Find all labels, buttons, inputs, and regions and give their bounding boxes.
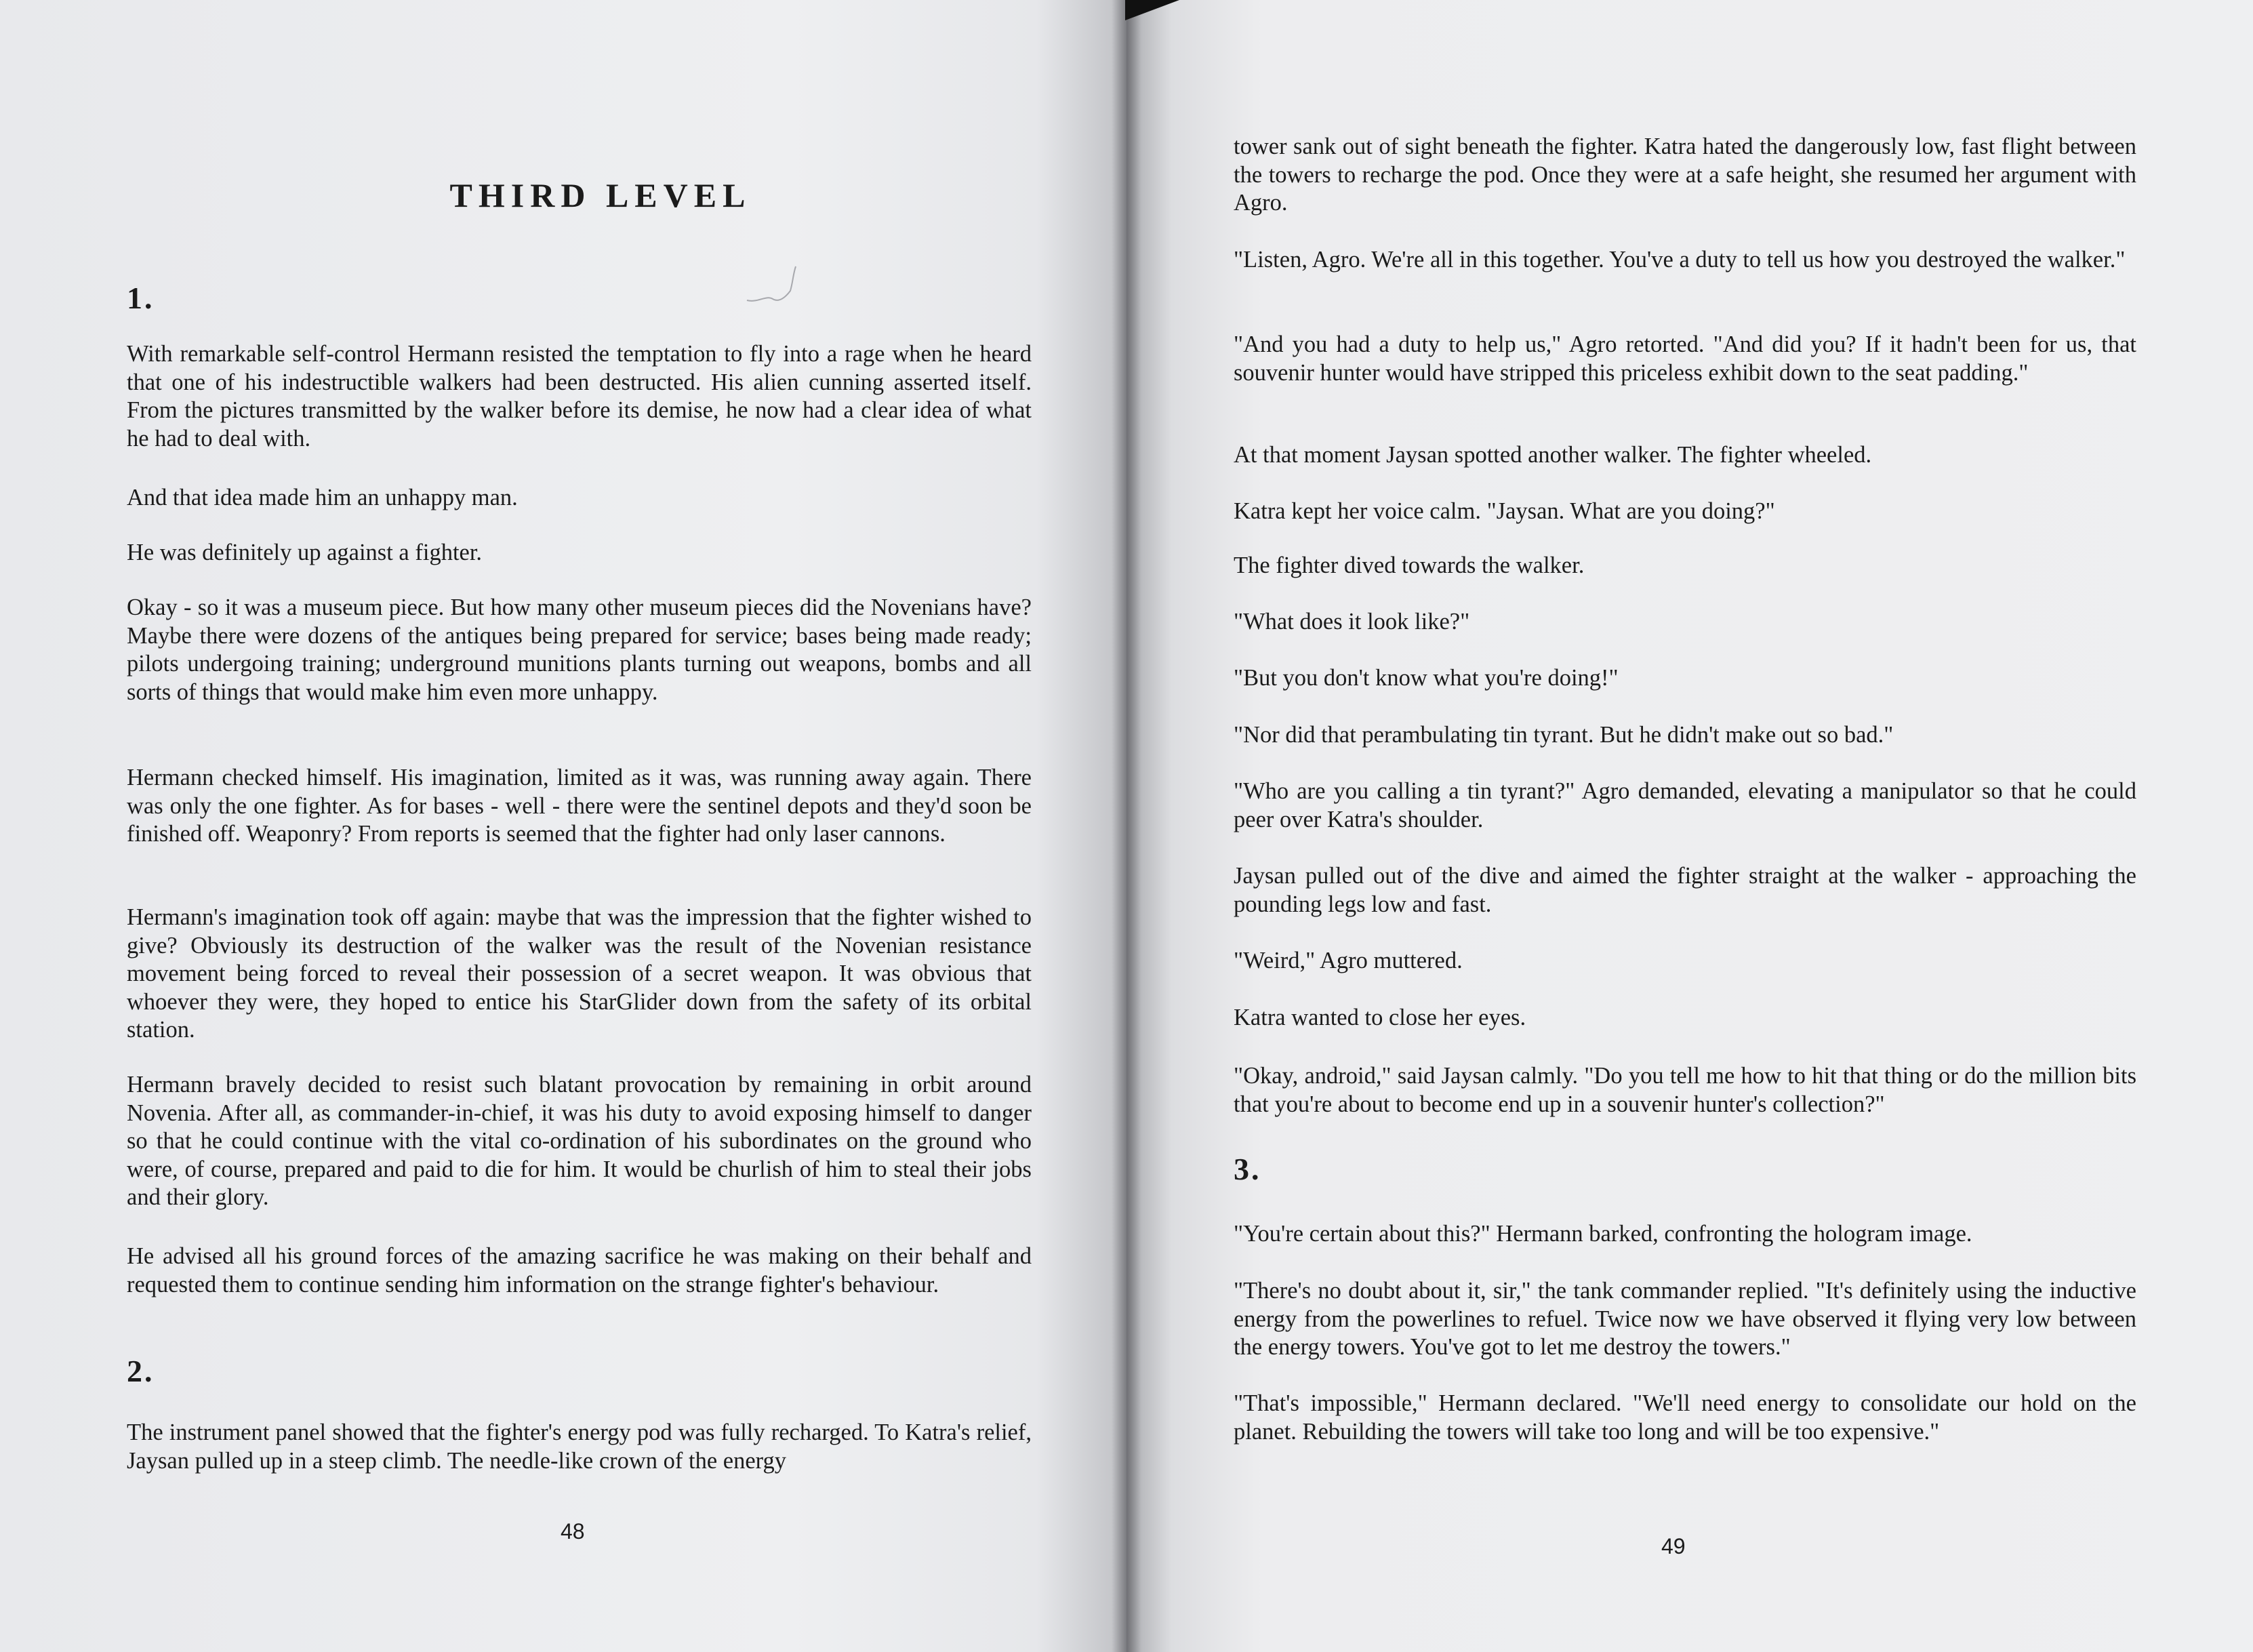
paragraph: The instrument panel showed that the fighter's energy pod was fully recharged. To Katra's relief, Jaysan pulled up in a steep climb. The needle-like crown of the energy	[127, 1419, 1032, 1474]
paragraph: "You're certain about this?" Hermann barked, confronting the hologram image.	[1234, 1221, 1972, 1247]
paragraph: Hermann bravely decided to resist such blatant provocation by remaining in orbit around Novenia. After all, as commander-in-chief, it was his duty to avoid exposing himself to danger so that he could continue with the vital co-ordination of his subordinates on the ground who were, of course, prepared and paid to die for him. It would be churlish of him to steal their jobs and their glory.	[127, 1072, 1032, 1210]
paragraph: Katra wanted to close her eyes.	[1234, 1005, 1526, 1030]
paragraph: Hermann's imagination took off again: maybe that was the impression that the fighter wished to give? Obviously its destruction of the walker was the result of the Novenian resistance movement being forced to reveal their possession of a secret weapon. It was obvious that whoever they were, they hoped to entice his StarGlider down from the safety of its orbital station.	[127, 904, 1032, 1043]
page-number-left: 48	[561, 1519, 585, 1544]
paragraph: Katra kept her voice calm. "Jaysan. What are you doing?"	[1234, 498, 1775, 524]
paragraph: "Who are you calling a tin tyrant?" Agro demanded, elevating a manipulator so that he could peer over Katra's shoulder.	[1234, 778, 2136, 832]
paragraph: He was definitely up against a fighter.	[127, 540, 483, 565]
page-corner-edge	[1125, 0, 1179, 20]
paragraph: "Listen, Agro. We're all in this together. You've a duty to tell us how you destroyed the walker."	[1234, 247, 2126, 273]
pencil-mark	[746, 261, 807, 308]
paragraph: With remarkable self-control Hermann resisted the temptation to fly into a rage when he heard that one of his indestructible walkers had been destructed. His alien cunning asserted itself. From the pictures transmitted by the walker before its demise, he now had a clear idea of what he had to deal with.	[127, 341, 1032, 451]
paragraph: "Weird," Agro muttered.	[1234, 948, 1463, 973]
paragraph: The fighter dived towards the walker.	[1234, 552, 1585, 578]
section-heading-1: 1.	[127, 281, 155, 315]
paragraph: Hermann checked himself. His imagination, limited as it was, was running away again. There was only the one fighter. As for bases - well - there were the sentinel depots and they'd soon be finished off. Weaponry? From reports is seemed that the fighter had only laser cannons.	[127, 765, 1032, 847]
paragraph: And that idea made him an unhappy man.	[127, 485, 518, 510]
paragraph: "Nor did that perambulating tin tyrant. But he didn't make out so bad."	[1234, 722, 1894, 748]
section-heading-3: 3.	[1234, 1152, 1261, 1186]
paragraph: Jaysan pulled out of the dive and aimed the fighter straight at the walker - approaching the pounding legs low and fast.	[1234, 863, 2136, 917]
paragraph: "Okay, android," said Jaysan calmly. "Do you tell me how to hit that thing or do the million bits that you're about to become end up in a souvenir hunter's collection?"	[1234, 1063, 2136, 1117]
paragraph: "What does it look like?"	[1234, 609, 1470, 634]
paragraph: tower sank out of sight beneath the fighter. Katra hated the dangerously low, fast flight between the towers to recharge the pod. Once they were at a safe height, she resumed her argument with Agro.	[1234, 134, 2136, 216]
paragraph: "That's impossible," Hermann declared. "We'll need energy to consolidate our hold on the planet. Rebuilding the towers will take too long and will be too expensive."	[1234, 1390, 2136, 1445]
paragraph: At that moment Jaysan spotted another walker. The fighter wheeled.	[1234, 442, 1872, 468]
book-spine-shadow	[1112, 0, 1141, 1652]
paragraph: "But you don't know what you're doing!"	[1234, 665, 1619, 691]
paragraph: "There's no doubt about it, sir," the tank commander replied. "It's definitely using the inductive energy from the powerlines to refuel. Twice now we have observed it flying very low between the energy towers. You've got to let me destroy the towers."	[1234, 1278, 2136, 1360]
paragraph: "And you had a duty to help us," Agro retorted. "And did you? If it hadn't been for us, that souvenir hunter would have stripped this priceless exhibit down to the seat padding."	[1234, 331, 2136, 386]
paragraph: He advised all his ground forces of the amazing sacrifice he was making on their behalf and requested them to continue sending him information on the strange fighter's behaviour.	[127, 1243, 1032, 1297]
chapter-title: THIRD LEVEL	[449, 176, 752, 214]
paragraph: Okay - so it was a museum piece. But how many other museum pieces did the Novenians have? Maybe there were dozens of the antiques being prepared for service; bases being made ready; pilots undergoing training; underground munitions plants turning out weapons, bombs and all sorts of things that would make him even more unhappy.	[127, 595, 1032, 705]
section-heading-2: 2.	[127, 1354, 155, 1388]
left-page	[0, 0, 1126, 1652]
page-number-right: 49	[1661, 1534, 1686, 1558]
